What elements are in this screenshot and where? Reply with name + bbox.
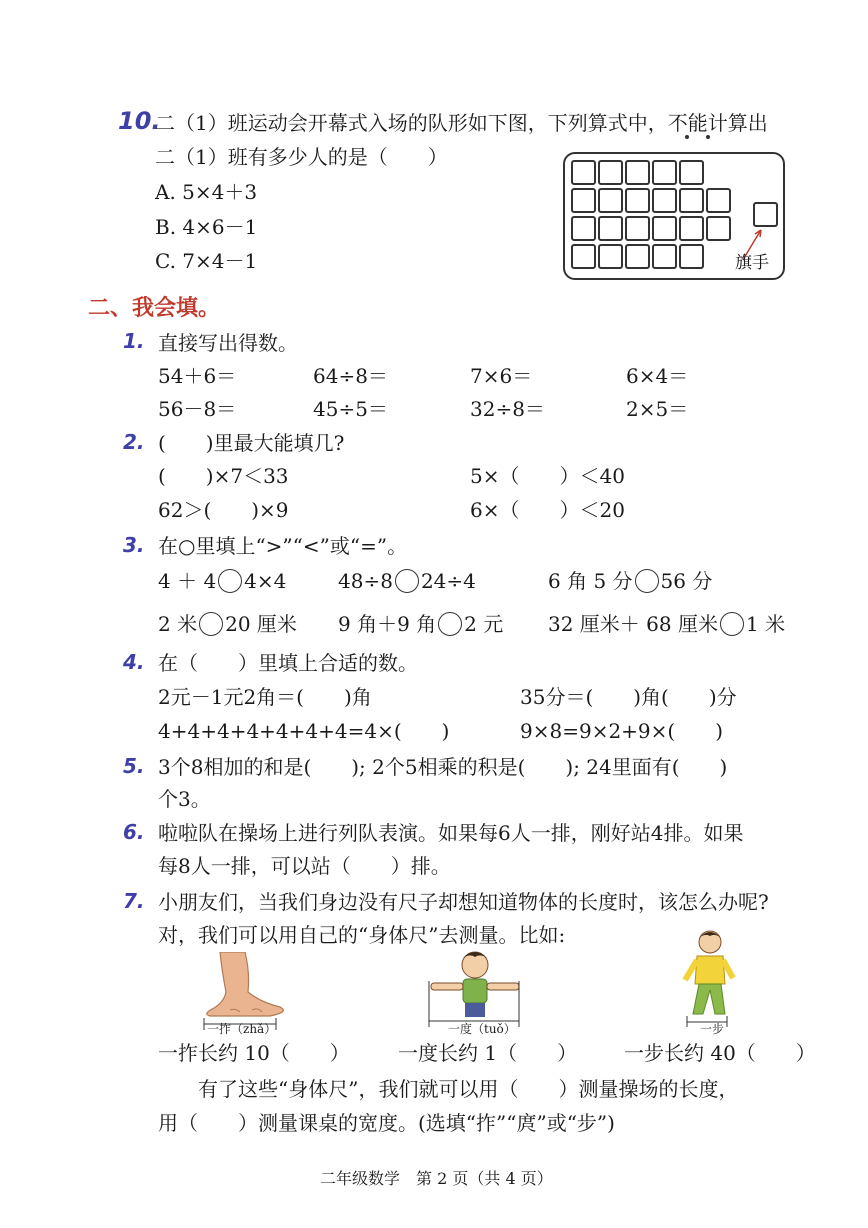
calc-item: 6×4＝: [626, 364, 689, 388]
fill-item: 2元－1元2角＝( )角: [158, 685, 372, 709]
person-square: [571, 216, 596, 241]
person-square: [598, 188, 623, 213]
person-square: [571, 188, 596, 213]
person-square: [598, 216, 623, 241]
question-number: 10.: [118, 107, 161, 135]
person-square: [652, 160, 677, 185]
question-number: 2.: [123, 430, 145, 454]
question-text: 个3。: [158, 787, 211, 811]
person-square: [598, 160, 623, 185]
person-square: [598, 244, 623, 269]
option-a: A. 5×4＋3: [155, 180, 258, 204]
person-square: [679, 188, 704, 213]
calc-item: 54＋6＝: [158, 364, 237, 388]
option-c: C. 7×4－1: [155, 249, 258, 273]
question-text: 二（1）班运动会开幕式入场的队形如下图，下列算式中，不能计算出: [155, 111, 768, 135]
answer-circle[interactable]: [199, 612, 223, 636]
calc-item: 32÷8＝: [470, 397, 545, 421]
emphasis-dot: [706, 135, 710, 139]
compare-item: 6 角 5 分 56 分: [548, 569, 713, 593]
figure-label: 一度（tuǒ）: [448, 1022, 516, 1036]
option-b: B. 4×6－1: [155, 215, 258, 239]
question-title: 直接写出得数。: [158, 331, 298, 355]
question-number: 1.: [123, 329, 145, 353]
question-text: 啦啦队在操场上进行列队表演。如果每6人一排，刚好站4排。如果: [158, 821, 744, 845]
question-title: 在（ ）里填上合适的数。: [158, 651, 418, 675]
figure-label: 一拃（zhǎ）: [207, 1022, 277, 1036]
question-text: 每8人一排，可以站（ ）排。: [158, 854, 451, 878]
person-square: [625, 188, 650, 213]
question-number: 6.: [123, 820, 145, 844]
person-square: [652, 216, 677, 241]
compare-item: 2 米 20 厘米: [158, 612, 297, 636]
flag-bearer-label: 旗手: [735, 253, 769, 273]
person-square: [706, 188, 731, 213]
person-square: [625, 216, 650, 241]
answer-circle[interactable]: [635, 569, 659, 593]
person-square: [679, 244, 704, 269]
person-square: [625, 244, 650, 269]
calc-item: 2×5＝: [626, 397, 689, 421]
fill-item: 4+4+4+4+4+4+4=4×( ): [158, 719, 450, 743]
calc-item: 56－8＝: [158, 397, 237, 421]
person-square: [652, 188, 677, 213]
question-title: 在○里填上“>”“<”或“=”。: [158, 534, 408, 558]
answer-item: 一步长约 40（ ）: [624, 1041, 816, 1065]
formation-diagram: [563, 152, 785, 280]
fill-item: 6×（ ）＜20: [470, 498, 625, 522]
page-footer: 二年级数学 第 2 页（共 4 页）: [320, 1169, 553, 1188]
answer-circle[interactable]: [395, 569, 419, 593]
person-square: [571, 160, 596, 185]
answer-item: 一拃长约 10（ ）: [158, 1041, 350, 1065]
calc-item: 64÷8＝: [313, 364, 388, 388]
compare-item: 4 ＋ 4 4×4: [158, 569, 287, 593]
question-text: 有了这些“身体尺”，我们就可以用（ ）测量操场的长度，: [198, 1077, 739, 1101]
section-title: 二、我会填。: [88, 296, 221, 321]
fill-item: ( )×7＜33: [158, 464, 289, 488]
answer-circle[interactable]: [438, 612, 462, 636]
question-text: 3个8相加的和是( ); 2个5相乘的积是( ); 24里面有( ): [158, 755, 728, 779]
question-text: 二（1）班有多少人的是（ ）: [155, 145, 448, 169]
question-title: ( )里最大能填几?: [158, 431, 345, 455]
compare-item: 32 厘米＋ 68 厘米 1 米: [548, 612, 786, 636]
fill-item: 35分＝( )角( )分: [520, 685, 737, 709]
person-square: [679, 160, 704, 185]
compare-item: 9 角＋9 角 2 元: [338, 612, 504, 636]
fill-item: 9×8=9×2+9×( ): [520, 719, 724, 743]
question-number: 5.: [123, 754, 145, 778]
person-square: [625, 160, 650, 185]
emphasis-dot: [685, 135, 689, 139]
person-square: [706, 216, 731, 241]
question-number: 3.: [123, 533, 145, 557]
fill-item: 5×（ ）＜40: [470, 464, 625, 488]
compare-item: 48÷8 24÷4: [338, 569, 476, 593]
step-illustration: [675, 928, 745, 1028]
person-square: [652, 244, 677, 269]
question-text: 对，我们可以用自己的“身体尺”去测量。比如:: [158, 923, 566, 947]
answer-circle[interactable]: [218, 569, 242, 593]
person-square: [571, 244, 596, 269]
question-number: 4.: [123, 650, 145, 674]
fill-item: 62＞( )×9: [158, 498, 289, 522]
calc-item: 7×6＝: [470, 364, 533, 388]
figure-label: 一步: [700, 1022, 725, 1036]
calc-item: 45÷5＝: [313, 397, 388, 421]
question-text: 用（ ）测量课桌的宽度。(选填“拃”“庹”或“步”): [158, 1111, 615, 1135]
answer-circle[interactable]: [720, 612, 744, 636]
question-number: 7.: [123, 889, 145, 913]
person-square: [679, 216, 704, 241]
answer-item: 一度长约 1（ ）: [398, 1041, 578, 1065]
question-text: 小朋友们，当我们身边没有尺子却想知道物体的长度时，该怎么办呢?: [158, 890, 769, 914]
arm-span-illustration: [425, 945, 525, 1030]
